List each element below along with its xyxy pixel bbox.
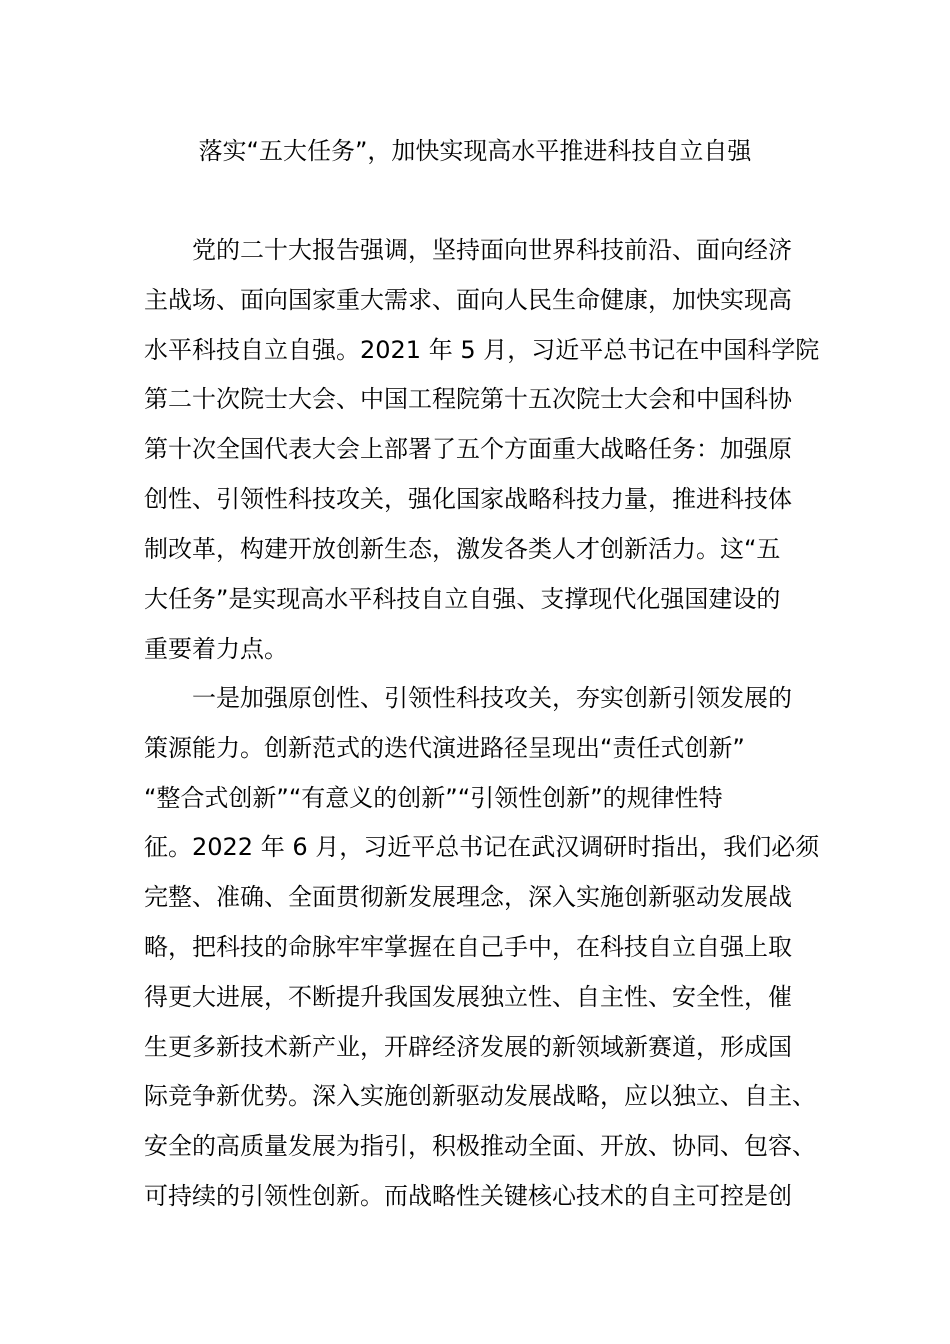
paragraph-2-line-5: 完整、准确、全面贯彻新发展理念，深入实施创新驱动发展战 [144, 883, 792, 911]
paragraph-2-line-1: 一是加强原创性、引领性科技攻关，夯实创新引领发展的 [192, 684, 792, 712]
paragraph-2-line-3: “整合式创新”“有意义的创新”“引领性创新”的规律性特 [144, 784, 723, 812]
paragraph-1-line-5: 第十次全国代表大会上部署了五个方面重大战略任务：加强原 [144, 435, 792, 463]
paragraph-2-line-7: 得更大进展，不断提升我国发展独立性、自主性、安全性，催 [144, 983, 792, 1011]
paragraph-1-line-2: 主战场、面向国家重大需求、面向人民生命健康，加快实现高 [144, 286, 792, 314]
paragraph-2-line-9: 际竞争新优势。深入实施创新驱动发展战略，应以独立、自主、 [144, 1082, 816, 1110]
paragraph-1-line-1: 党的二十大报告强调，坚持面向世界科技前沿、面向经济 [192, 236, 792, 264]
document-title: 落实“五大任务”，加快实现高水平推进科技自立自强 [198, 137, 752, 165]
paragraph-2-line-11: 可持续的引领性创新。而战略性关键核心技术的自主可控是创 [144, 1182, 792, 1210]
paragraph-1-line-7: 制改革，构建开放创新生态，激发各类人才创新活力。这“五 [144, 535, 781, 563]
paragraph-2-line-8: 生更多新技术新产业，开辟经济发展的新领域新赛道，形成国 [144, 1033, 792, 1061]
paragraph-2-line-2: 策源能力。创新范式的迭代演进路径呈现出“责任式创新” [144, 734, 745, 762]
paragraph-1-line-6: 创性、引领性科技攻关，强化国家战略科技力量，推进科技体 [144, 485, 792, 513]
paragraph-1-line-8: 大任务”是实现高水平科技自立自强、支撑现代化强国建设的 [144, 585, 781, 613]
paragraph-1-line-4: 第二十次院士大会、中国工程院第十五次院士大会和中国科协 [144, 385, 792, 413]
paragraph-2-line-4: 征。2022 年 6 月，习近平总书记在武汉调研时指出，我们必须 [144, 833, 820, 861]
paragraph-2-line-10: 安全的高质量发展为指引，积极推动全面、开放、协同、包容、 [144, 1132, 816, 1160]
paragraph-2-line-6: 略，把科技的命脉牢牢掌握在自己手中，在科技自立自强上取 [144, 933, 792, 961]
paragraph-1-line-9: 重要着力点。 [144, 635, 288, 663]
paragraph-1-line-3: 水平科技自立自强。2021 年 5 月，习近平总书记在中国科学院 [144, 336, 820, 364]
